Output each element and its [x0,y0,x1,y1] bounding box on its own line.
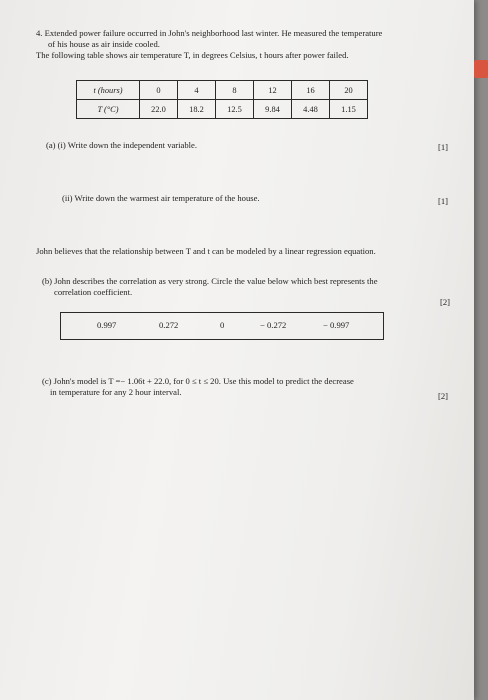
part-b-line-2: correlation coefficient. [54,287,133,297]
table-header-temperature: T (°C) [77,100,140,119]
table-cell: 4.48 [292,100,330,119]
correlation-options-box [60,312,384,340]
option-0272[interactable]: 0.272 [159,320,179,330]
part-a-ii-text: (ii) Write down the warmest air temperature of the house. [62,193,260,203]
binder-tab-mark [474,60,488,78]
table-cell: 18.2 [178,100,216,119]
table-cell: 1.15 [330,100,368,119]
option-zero[interactable]: 0 [220,320,225,330]
table-cell: 12 [254,81,292,100]
option-0997[interactable]: 0.997 [97,320,117,330]
table-cell: 9.84 [254,100,292,119]
table-cell: 4 [178,81,216,100]
table-row-temperature [77,100,368,119]
option-neg-0997[interactable]: − 0.997 [323,320,350,330]
table-cell: 0 [140,81,178,100]
table-cell: 16 [292,81,330,100]
part-b-line-1: (b) John describes the correlation as very strong. Circle the value below which best represents the [42,276,378,286]
part-c-line-2: in temperature for any 2 hour interval. [50,387,182,397]
part-a-i-marks: [1] [438,142,449,152]
table-row-t [77,81,368,100]
question-intro [36,28,456,61]
option-neg-0272[interactable]: − 0.272 [260,320,287,330]
table-cell: 20 [330,81,368,100]
table-cell: 8 [216,81,254,100]
linear-model-note: John believes that the relationship between T and t can be modeled by a linear regression equation. [36,246,376,256]
part-c-line-1: (c) John's model is T =− 1.06t + 22.0, for 0 ≤ t ≤ 20. Use this model to predict the decrease [42,376,354,386]
table-cell: 22.0 [140,100,178,119]
intro-line-2: of his house as air inside cooled. [48,39,160,49]
part-a-i-text: (a) (i) Write down the independent variable. [46,140,198,150]
intro-line-1: 4. Extended power failure occurred in John's neighborhood last winter. He measured the temperature [36,28,383,38]
temperature-table [76,80,368,119]
table-cell: 12.5 [216,100,254,119]
table-header-t: t (hours) [77,81,140,100]
part-c-marks: [2] [438,391,449,401]
intro-line-3: The following table shows air temperature T, in degrees Celsius, t hours after power failed. [36,50,349,60]
part-a-ii-marks: [1] [438,196,449,206]
part-b-marks: [2] [440,297,451,307]
